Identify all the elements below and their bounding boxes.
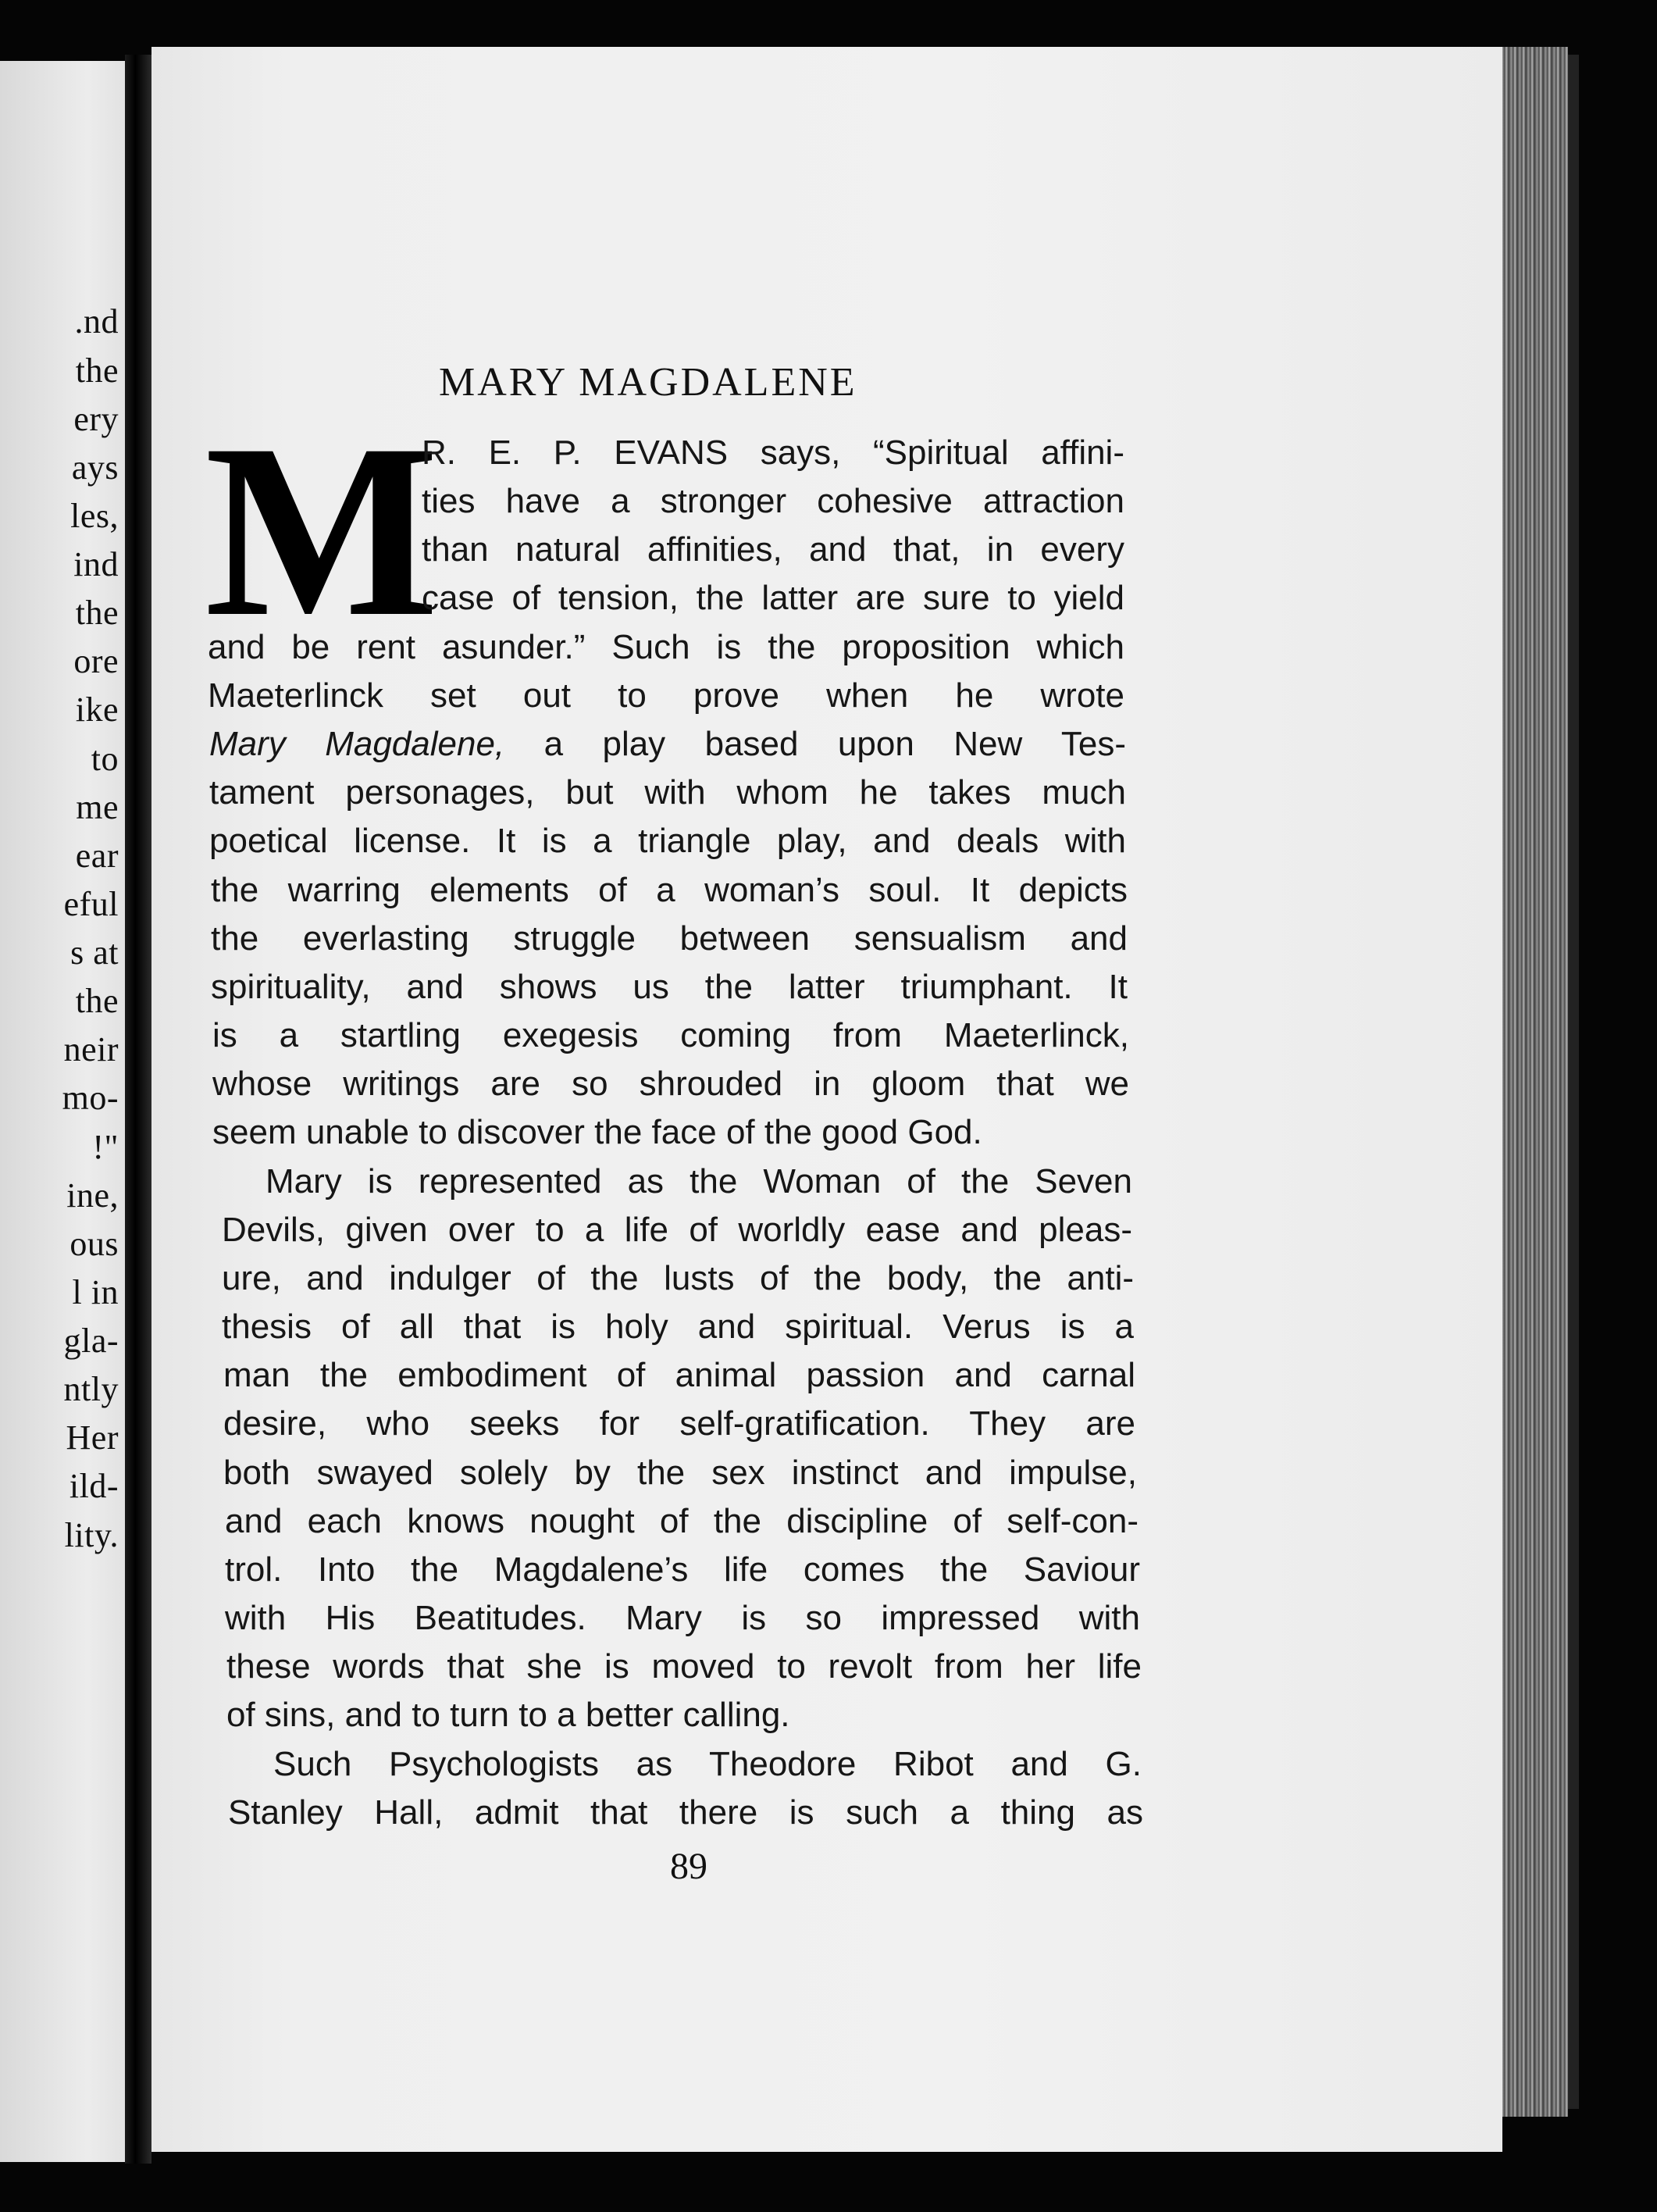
- body-line: and each knows nought of the discipline of self-con-: [225, 1502, 1139, 1540]
- left-page-line: les,: [70, 497, 119, 535]
- body-line-with-title: [209, 727, 1126, 762]
- body-line: trol. Into the Magdalene’s life comes the Saviour: [225, 1550, 1140, 1589]
- body-line: of sins, and to turn to a better calling.: [226, 1696, 790, 1734]
- body-line: Devils, given over to a life of worldly ease and pleas-: [222, 1211, 1132, 1249]
- body-line: than natural affinities, and that, in every: [422, 530, 1124, 569]
- body-line: tament personages, but with whom he takes much: [209, 773, 1126, 812]
- chapter-title: MARY MAGDALENE: [439, 360, 857, 405]
- book-cover-edge: [1568, 55, 1579, 2109]
- left-page-line: ery: [73, 400, 119, 438]
- body-line: man the embodiment of animal passion and carnal: [223, 1356, 1135, 1394]
- left-page-line: ike: [75, 690, 119, 729]
- left-page-line: s at: [70, 933, 119, 972]
- left-page-line: eful: [63, 885, 119, 923]
- left-page-line: to: [91, 740, 119, 778]
- left-page-line: mo-: [62, 1079, 119, 1117]
- body-line: both swayed solely by the sex instinct and impulse,: [223, 1454, 1137, 1492]
- body-line: these words that she is moved to revolt from her life: [226, 1647, 1142, 1686]
- page-edges: [1502, 47, 1568, 2117]
- body-line: R. E. P. EVANS says, “Spiritual affini-: [422, 433, 1124, 472]
- left-page-line: ild-: [69, 1467, 119, 1505]
- body-line: is a startling exegesis coming from Maeterlinck,: [212, 1016, 1129, 1054]
- left-page-line: l in: [72, 1273, 119, 1311]
- body-line: Maeterlinck set out to prove when he wrote: [208, 676, 1124, 715]
- book-gutter: [125, 55, 151, 2164]
- left-page-line: ore: [73, 642, 119, 680]
- body-line: ties have a stronger cohesive attraction: [422, 482, 1124, 520]
- left-page-line: lity.: [64, 1516, 119, 1554]
- body-line: poetical license. It is a triangle play, and deals with: [209, 822, 1126, 860]
- left-page-line: .nd: [74, 302, 119, 341]
- left-page-line: !": [92, 1128, 119, 1166]
- left-page-line: ous: [69, 1225, 119, 1263]
- left-page-line: Her: [66, 1418, 119, 1457]
- left-page-line: ind: [73, 545, 119, 583]
- body-line: Mary is represented as the Woman of the Seven: [265, 1162, 1132, 1201]
- body-line: case of tension, the latter are sure to yield: [422, 579, 1124, 617]
- body-line: the warring elements of a woman’s soul. It depicts: [211, 871, 1128, 909]
- left-page-line: ear: [75, 837, 119, 875]
- body-line: thesis of all that is holy and spiritual. Verus is a: [222, 1308, 1134, 1346]
- drop-cap: M: [205, 393, 440, 668]
- left-page-line: me: [76, 788, 119, 826]
- body-line: Such Psychologists as Theodore Ribot and G.: [273, 1745, 1142, 1783]
- body-line: spirituality, and shows us the latter triumphant. It: [211, 968, 1128, 1006]
- left-page-line: the: [75, 594, 119, 632]
- body-line-tail: a play based upon New Tes-: [543, 725, 1126, 763]
- left-page-line: the: [75, 982, 119, 1020]
- body-line: Stanley Hall, admit that there is such a thing as: [228, 1793, 1143, 1832]
- body-line: and be rent asunder.” Such is the proposition which: [208, 628, 1124, 666]
- play-title: Mary Magdalene,: [209, 725, 505, 763]
- left-page-line: ntly: [63, 1370, 119, 1408]
- body-line: seem unable to discover the face of the good God.: [212, 1113, 982, 1151]
- previous-page: [0, 61, 125, 2162]
- left-page-line: ays: [71, 448, 119, 487]
- body-line: the everlasting struggle between sensualism and: [211, 919, 1128, 958]
- left-page-line: gla-: [63, 1322, 119, 1360]
- left-page-line: the: [75, 351, 119, 390]
- body-line: ure, and indulger of the lusts of the body, the anti-: [222, 1259, 1134, 1297]
- body-line: whose writings are so shrouded in gloom that we: [212, 1065, 1129, 1103]
- body-line: with His Beatitudes. Mary is so impressed with: [225, 1599, 1140, 1637]
- body-line: desire, who seeks for self-gratification. They are: [223, 1404, 1135, 1443]
- left-page-line: neir: [63, 1030, 119, 1069]
- page-number: 89: [670, 1846, 707, 1887]
- left-page-line: ine,: [66, 1176, 119, 1215]
